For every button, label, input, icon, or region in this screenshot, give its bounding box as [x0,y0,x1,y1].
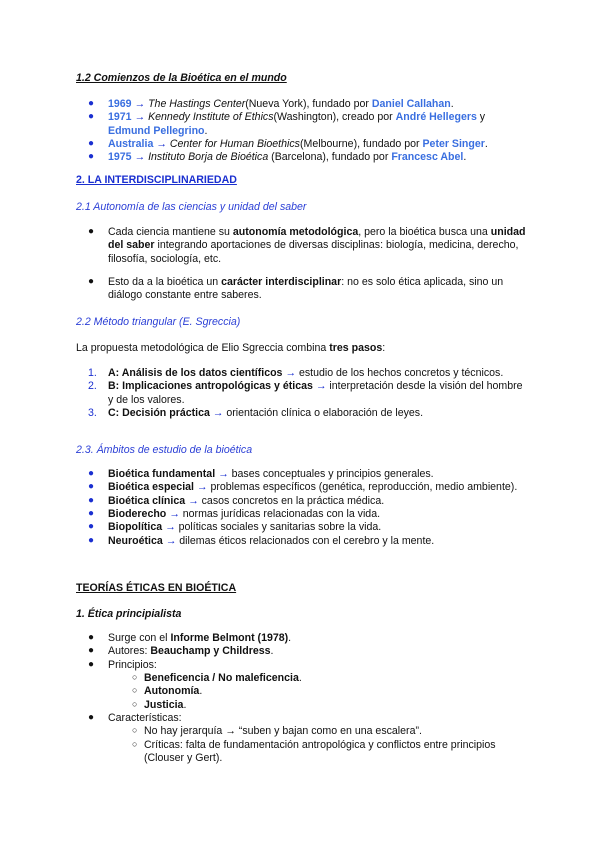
list-item: ● Autores: Beauchamp y Childress. [88,645,274,658]
list-item: ● Surge con el Informe Belmont (1978). [88,632,292,644]
list-item: ● 1969 → The Hastings Center(Nueva York), fundado por Daniel Callahan. [88,98,454,110]
circle-bullet-icon: ○ [132,725,138,736]
principlism-title: 1. Ética principialista [76,608,182,620]
circle-bullet-icon: ○ [132,672,138,683]
list-item: ● 1975 → Instituto Borja de Bioética (Barcelona), fundado por Francesc Abel. [88,151,467,164]
list-item: ● Bioética fundamental → bases conceptuales y principios generales. [88,468,434,480]
bullet-icon: ● [88,521,95,533]
bullet-icon: ● [88,645,95,657]
circle-bullet-icon: ○ [132,685,138,696]
timeline-list [76,98,526,165]
bullet-icon: ● [88,712,95,724]
list-item: ● Australia → Center for Human Bioethics(Melbourne), fundado por Peter Singer. [88,138,488,151]
sub-list-item: ○ Beneficencia / No maleficencia. [132,672,302,685]
bullet-icon: ● [88,494,95,506]
bullet-icon: ● [88,138,95,150]
list-item: 3. C: Decisión práctica → orientación clínica o elaboración de leyes. [88,407,424,420]
section-2-title: 2. LA INTERDISCIPLINARIEDAD [76,174,237,186]
bullet-icon: ● [88,226,95,237]
section-2-1-title: 2.1 Autonomía de las ciencias y unidad del saber [76,201,307,213]
list-item: ● Bioética clínica → casos concretos en la práctica médica. [88,494,385,507]
method-steps-list [76,367,526,420]
section-2-3-title: 2.3. Ámbitos de estudio de la bioética [76,444,253,456]
bullet-icon: ● [88,111,95,123]
section-1-2-title: 1.2 Comienzos de la Bioética en el mundo [76,72,287,84]
principlism-list [76,632,526,765]
list-item: 1. A: Análisis de los datos científicos → estudio de los hechos concretos y técnicos. [88,367,504,379]
method-intro: La propuesta metodológica de Elio Sgreccia combina tres pasos: [76,342,386,354]
sub-list-item: ○ No hay jerarquía → “suben y bajan como en una escalera”. [132,725,422,738]
sub-list-item: ○ Justicia. [132,698,187,711]
list-item: ● Bioderecho → normas jurídicas relacionadas con la vida. [88,508,381,521]
bullet-icon: ● [88,481,95,493]
bullet-icon: ● [88,632,95,643]
circle-bullet-icon: ○ [132,738,138,749]
list-item: ● Biopolítica → políticas sociales y sanitarias sobre la vida. [88,521,382,534]
interdisciplinary-list [76,276,526,303]
list-item: ● Cada ciencia mantiene su autonomía metodológica, pero la bioética busca una unidad del saber integrando aportaciones de diversas disciplinas: biología, medicina, derecho, filosofía, sociología, etc. [88,226,526,265]
bullet-icon: ● [88,508,95,520]
section-2-2-title: 2.2 Método triangular (E. Sgreccia) [76,316,241,328]
scope-list [76,468,526,548]
list-item: 2. B: Implicaciones antropológicas y éticas → interpretación desde la visión del hombre y de los valores. [88,380,523,406]
list-item: ● Esto da a la bioética un carácter interdisciplinar: no es solo ética aplicada, sino un diálogo constante entre saberes. [88,276,504,302]
bullet-icon: ● [88,98,95,109]
list-item: ● Bioética especial → problemas específicos (genética, reproducción, medio ambiente). [88,481,518,494]
bullet-icon: ● [88,534,95,546]
list-item: ● Principios: [88,658,157,671]
bullet-icon: ● [88,468,95,479]
theories-title: TEORÍAS ÉTICAS EN BIOÉTICA [76,582,237,594]
sub-list-item: ○ Autonomía. [132,685,203,698]
bullet-icon: ● [88,276,95,287]
circle-bullet-icon: ○ [132,698,138,709]
autonomy-list [76,226,526,266]
sub-list-item: ○ Críticas: falta de fundamentación antropológica y conflictos entre principios (Clouser y Gert). [132,738,496,765]
list-item: ● 1971 → Kennedy Institute of Ethics(Washington), creado por André Hellegers y Edmund Pellegrino. [88,111,486,137]
bullet-icon: ● [88,658,95,670]
list-item: ● Características: [88,712,182,725]
bullet-icon: ● [88,151,95,163]
list-item: ● Neuroética → dilemas éticos relacionados con el cerebro y la mente. [88,534,435,547]
